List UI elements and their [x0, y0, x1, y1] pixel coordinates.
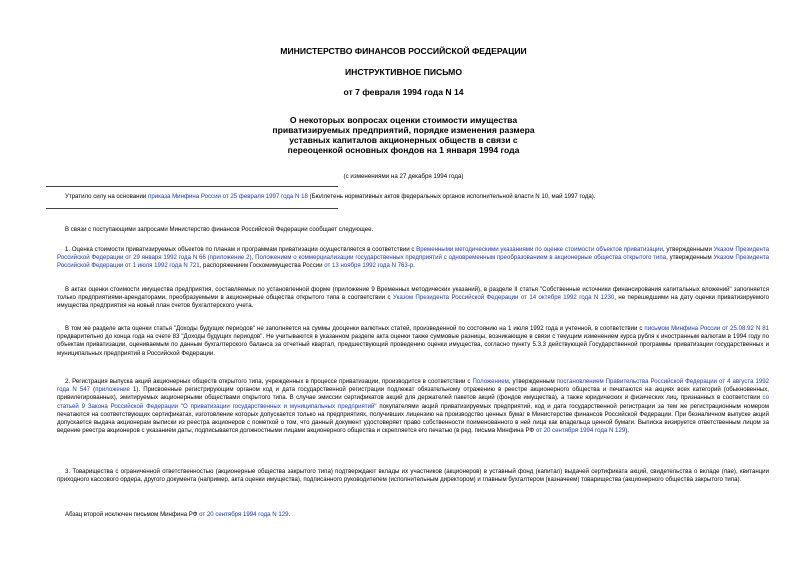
paragraph-3: В том же разделе акта оценки статья "Доходы будущих периодов" не заполняется на суммы дооценки валютных статей, произведенной по состоянию на 1 июля 1992 года и учтенной, в соответствии с письмом Минфина России от 25.08.92 N 81 предварительно до конца года на счете 83 "Доходы будущих периодов". Не учитываются в указанном разделе акта оценки также суммовые разницы, возникающие в связи с текущим изменением курса рубля к иностранным валютам в 1994 году по объектам приватизации, оцениваемым по данным бухгалтерского баланса за отчетный квартал, предшествующий проведению оценки имущества, согласно пункту 5.3.3 действующей Государственной программы приватизации государственных и муниципальных предприятий в Российской Федерации. [57, 325, 769, 357]
paragraph-5: 3. Товарищества с ограниченной ответственностью (акционерные общества закрытого типа) подтверждают вклады их участников (акционеров) в уставный фонд (капитал) выдачей сертификата акций, свидетельства о вкладе (пае), квитанции приходного кассового ордера, другого документа (например, акта оценки имущества), подписанного руководителем (исполнительным директором) и главным бухгалтером (казначеем) товарищества (акционерного общества закрытого типа). [57, 468, 769, 484]
document-date: от 7 февраля 1994 года N 14 [343, 87, 464, 97]
decree-66-link[interactable]: Указом Президента Российской Федерации от 29 января 1992 года N 66 (приложение 2) [57, 246, 769, 262]
document-title-line-1: О некоторых вопросах оценки стоимости имущества [289, 115, 518, 125]
document-title-line-3: уставных капиталов акционерных обществ в связи с [289, 135, 518, 145]
intro-paragraph: В связи с поступающими запросами Министерство финансов Российской Федерации сообщает следующее. [65, 226, 374, 233]
commercialization-regulation-link[interactable]: Положением о коммерциализации государственных предприятий с одновременным преобразованием в акционерные общества открытого типа [255, 254, 667, 262]
paragraph-2: В актах оценки стоимости имущества предприятия, составляемых по установленной форме (приложение 9 Временных методических указаний), в разделе II статья "Собственные источники финансирования капитальных вложений" заполняется только предприятиями-арендаторами, преобразуемыми в акционерные общества открытого типа в соответствии с Указом Президента Российской Федерации от 14 октября 1992 года N 1230, не перешедшими на дату оценки приватизируемого имущества предприятия на новый план счетов бухгалтерского учета. [57, 286, 769, 310]
document-type: ИНСТРУКТИВНОЕ ПИСЬМО [344, 67, 463, 77]
regulation-link[interactable]: Положением [472, 378, 509, 385]
repeal-order-link[interactable]: приказа Минфина России от 25 февраля 1997 года N 18 [148, 193, 308, 200]
decree-1230-link[interactable]: Указом Президента Российской Федерации от 14 октября 1992 года N 1230 [393, 294, 615, 302]
document-title-line-4: переоценкой основных фондов на 1 января 1994 года [287, 145, 520, 155]
divider-top [46, 186, 338, 187]
divider-bottom [46, 208, 338, 209]
document-title-line-2: приватизируемых предприятий, порядке изменения размера [272, 125, 535, 135]
paragraph-4: 2. Регистрация выпуска акций акционерных обществ открытого типа, учрежденных в процессе приватизации, производится в соответствии с Положением, утвержденным постановлением Правительства Российской Федерации от 4 августа 1992 года N 547 (приложение 1). Присвоенные регистрирующим органом код и дата государственной регистрации подлежат обязательному отражению в реестре акционерного общества и печатаются на акциях всех категорий (обыкновенных, привилегированных), эмитируемых акционерными обществами открытого типа. В случае эмиссии сертификатов акций для держателей пакетов акций (фондов имущества), а также юридических и физических лиц, признанных в соответствии со статьей 9 Закона Российской Федерации "О приватизации государственных и муниципальных предприятий" покупателями акций приватизируемых предприятий, код и дата государственной регистрации за тем же регистрационным номером печатаются на соответствующих сертификатах, изготовление которых допускается только на предприятиях, получивших лицензию на производство ценных бумаг в Министерстве финансов Российской Федерации. При безналичном выпуске акций допускается выдача акционерам выписки из реестра акционеров с пометкой о том, что данный документ удостоверяет право собственности поименованного в ней лица как владельца ценной бумаги. Выписка визируется ответственным лицом за ведение реестра акционеров с указанием даты, подписывается должностными лицами акционерного общества и скрепляется его печатью (в ред. письма Минфина РФ от 20 сентября 1994 года N 129). [57, 378, 769, 435]
changes-note: (с изменениями на 27 декабря 1994 года) [343, 173, 464, 180]
government-resolution-547-link[interactable]: постановлением Правительства Российской Федерации от 4 августа 1992 года N 547 [57, 378, 769, 394]
minfin-letter-129-link[interactable]: от 20 сентября 1994 года N 129 [535, 427, 626, 435]
minfin-letter-129-link-2[interactable]: от 20 сентября 1994 года N 129 [199, 511, 289, 518]
paragraph-1: 1. Оценка стоимости приватизируемых объектов по планам и программам приватизации осуществляется в соответствии с Временными методическими указаниями по оценке стоимости объектов приватизации, утвержденными Указом Президента Российской Федерации от 29 января 1992 года N 66 (приложение 2), Положением о коммерциализации государственных предприятий с одновременным преобразованием в акционерные общества открытого типа, утвержденным Указом Президента Российской Федерации от 1 июля 1992 года N 721, распоряжением Госкомимущества России от 13 ноября 1992 года N 763-р. [57, 246, 769, 270]
privatization-law-article-9-link[interactable]: со статьей 9 Закона Российской Федерации "О приватизации государственных и муниципальных предприятий" [57, 394, 769, 410]
order-763-link[interactable]: от 13 ноября 1992 года N 763-р [324, 262, 414, 270]
temporary-guidelines-link[interactable]: Временными методическими указаниями по оценке стоимости объектов приватизации [416, 246, 663, 253]
paragraph-6: Абзац второй исключен письмом Минфина РФ от 20 сентября 1994 года N 129. [65, 511, 291, 518]
minfin-letter-81-link[interactable]: письмом Минфина России от 25.08.92 N 81 [644, 325, 769, 332]
appendix-link[interactable]: приложение [95, 386, 130, 394]
ministry-heading: МИНИСТЕРСТВО ФИНАНСОВ РОССИЙСКОЙ ФЕДЕРАЦИИ [280, 46, 527, 56]
decree-721-link[interactable]: Указом Президента Российской Федерации от 1 июля 1992 года N 721 [57, 254, 769, 270]
status-note: Утратило силу на основании приказа Минфина России от 25 февраля 1997 года N 18 (Бюллетень нормативных актов федеральных органов исполнительной власти N 10, май 1997 года). [65, 193, 596, 200]
